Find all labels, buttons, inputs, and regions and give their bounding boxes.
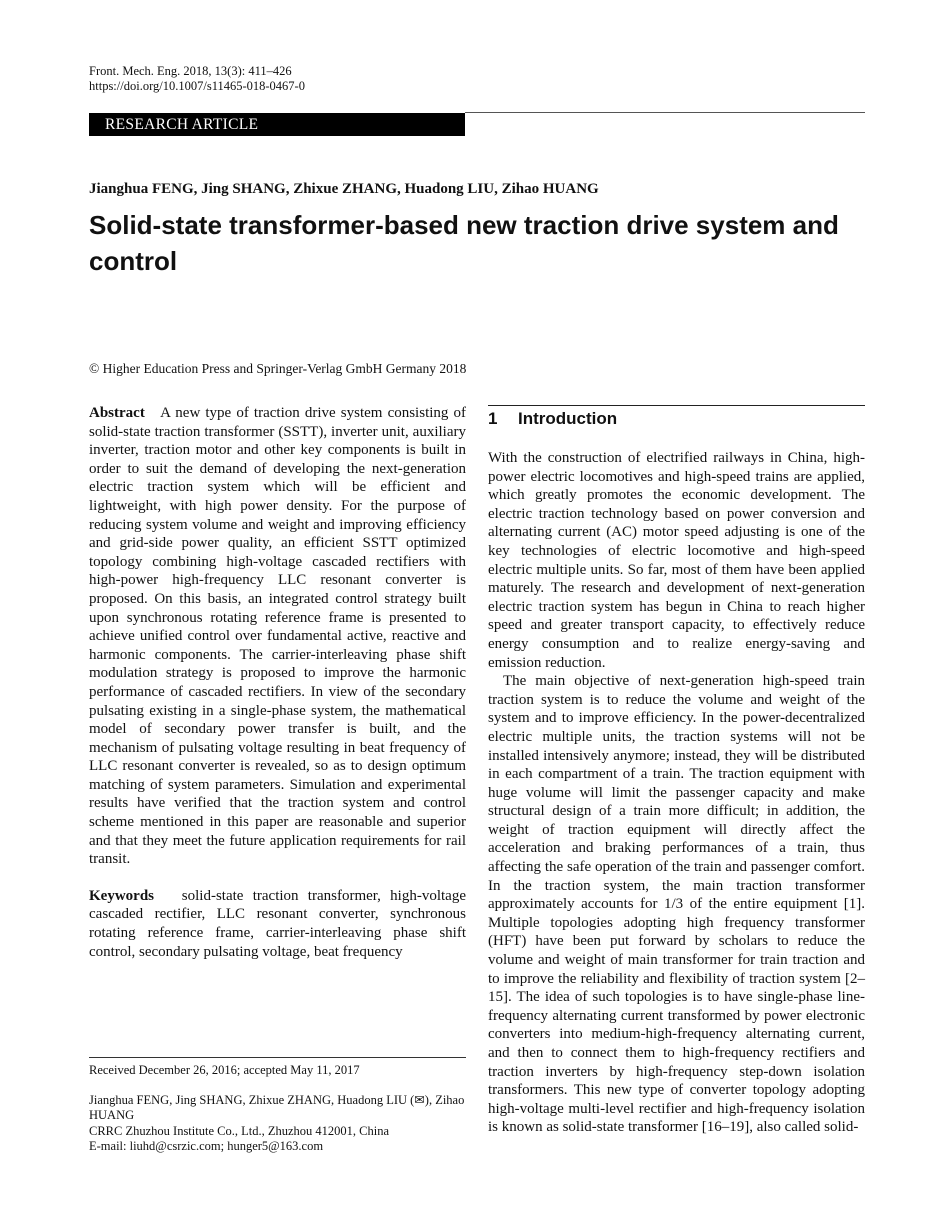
intro-paragraph-2: The main objective of next-generation high-speed train traction system is to reduce the volume and weight of the system and to improve efficiency. In the power-decentralized electric multiple units, the traction systems will not be installed intensively anymore; instead, they will be distributed in each compartment of a train. The traction equipment with huge volume will limit the passenger capacity and make structural design of a train more difficult; in addition, the weight of traction equipment will directly affect the acceleration and braking performances of a train, thus affecting the safe operation of the train and passenger comfort. In the traction system, the main traction transformer approximately accounts for 1/3 of the entire equipment [1]. Multiple topologies adopting high frequency transformer (HFT) have been put forward by scholars to reduce the volume and weight of main transformer for train traction and to improve the reliability and flexibility of traction system [2–15]. The idea of such topologies is to have single-phase line-frequency alternating current transformed by power electronic converters into medium-high-frequency alternating current, and then to connect them to high-frequency rectifiers and traction inverters by high-frequency step-down isolation transformers. This new type of converter topology adopting high-voltage multi-level rectifier and high-frequency isolation is known as solid-state transformer [16–19], also called solid-: [488, 673, 865, 1136]
section-heading-introduction: [488, 409, 617, 429]
footnote-rule: [89, 1057, 466, 1058]
intro-paragraph-1: With the construction of electrified railways in China, high-power electric locomotives and high-speed trains are applied, which greatly promotes the economic development. The electric traction technology based on power conversion and alternating current (AC) motor speed adjusting is one of the key technologies of electric locomotive and high-speed electric multiple units. So far, most of them have been applied maturely. The research and development of next-generation electric traction system has begun in China to reach higher speed and greater transport capacity, to effectively reduce energy consumption and to realize energy-saving and emission reduction.: [488, 450, 865, 671]
section-title: Introduction: [518, 409, 618, 428]
paper-title: Solid-state transformer-based new traction drive system and control: [89, 210, 839, 276]
keywords-text: solid-state traction transformer, high-voltage cascaded rectifier, LLC resonant converter, synchronous rotating reference frame, carrier-interleaving phase shift control, secondary pulsating voltage, beat frequency: [89, 887, 466, 960]
abstract-label: Abstract: [89, 405, 145, 421]
received-dates: Received December 26, 2016; accepted May 11, 2017: [89, 1063, 360, 1077]
abstract-text: A new type of traction drive system consisting of solid-state traction transformer (SSTT), inverter unit, auxiliary inverter, traction motor and other key components is built in order to suit the demand of developing the next-generation electric traction system which will be efficient and lightweight, with high power density. For the purpose of reducing system volume and weight and improving efficiency and grid-side power quality, an efficient SSTT optimized topology combining high-voltage cascaded rectifiers with high-power high-frequency LLC resonant converter is proposed. On this basis, an integrated control strategy built upon synchronous rotating reference frame is presented to achieve unified control over fundamental active, reactive and harmonic components. The carrier-interleaving phase shift modulation strategy is proposed to improve the harmonic performance of cascaded rectifiers. In view of the secondary pulsating existing in a single-phase system, the mathematical model of secondary power transfer is built, and the mechanism of pulsating voltage resulting in beat frequency of LLC resonant converter is revealed, so as to design optimum matching of system parameters. Simulation and experimental results have verified that the traction system and control scheme mentioned in this paper are reasonable and superior and that they meet the future application requirements for rail transit.: [89, 405, 467, 868]
affiliation: CRRC Zhuzhou Institute Co., Ltd., Zhuzhou 412001, China: [89, 1123, 389, 1138]
journal-citation: Front. Mech. Eng. 2018, 13(3): 411–426: [89, 64, 292, 78]
author-list: Jianghua FENG, Jing SHANG, Zhixue ZHANG, Huadong LIU, Zihao HUANG: [89, 181, 599, 197]
copyright-notice: © Higher Education Press and Springer-Verlag GmbH Germany 2018: [89, 361, 467, 376]
right-column: [488, 449, 865, 1137]
section-rule: [488, 405, 865, 406]
email-line: E-mail: liuhd@csrzic.com; hunger5@163.com: [89, 1139, 324, 1154]
article-type-banner: RESEARCH ARTICLE: [89, 113, 465, 136]
journal-header: [89, 64, 305, 94]
header-rule: [465, 112, 865, 113]
keywords-label: Keywords: [89, 887, 154, 904]
footnote: [89, 1063, 466, 1155]
left-column: [89, 404, 466, 961]
keywords: [89, 887, 466, 961]
section-number: 1: [488, 409, 498, 428]
abstract: [89, 404, 466, 869]
corresponding-authors: Jianghua FENG, Jing SHANG, Zhixue ZHANG, Huadong LIU (✉), Zihao HUANG: [89, 1092, 465, 1123]
doi-link[interactable]: https://doi.org/10.1007/s11465-018-0467-0: [89, 79, 305, 93]
